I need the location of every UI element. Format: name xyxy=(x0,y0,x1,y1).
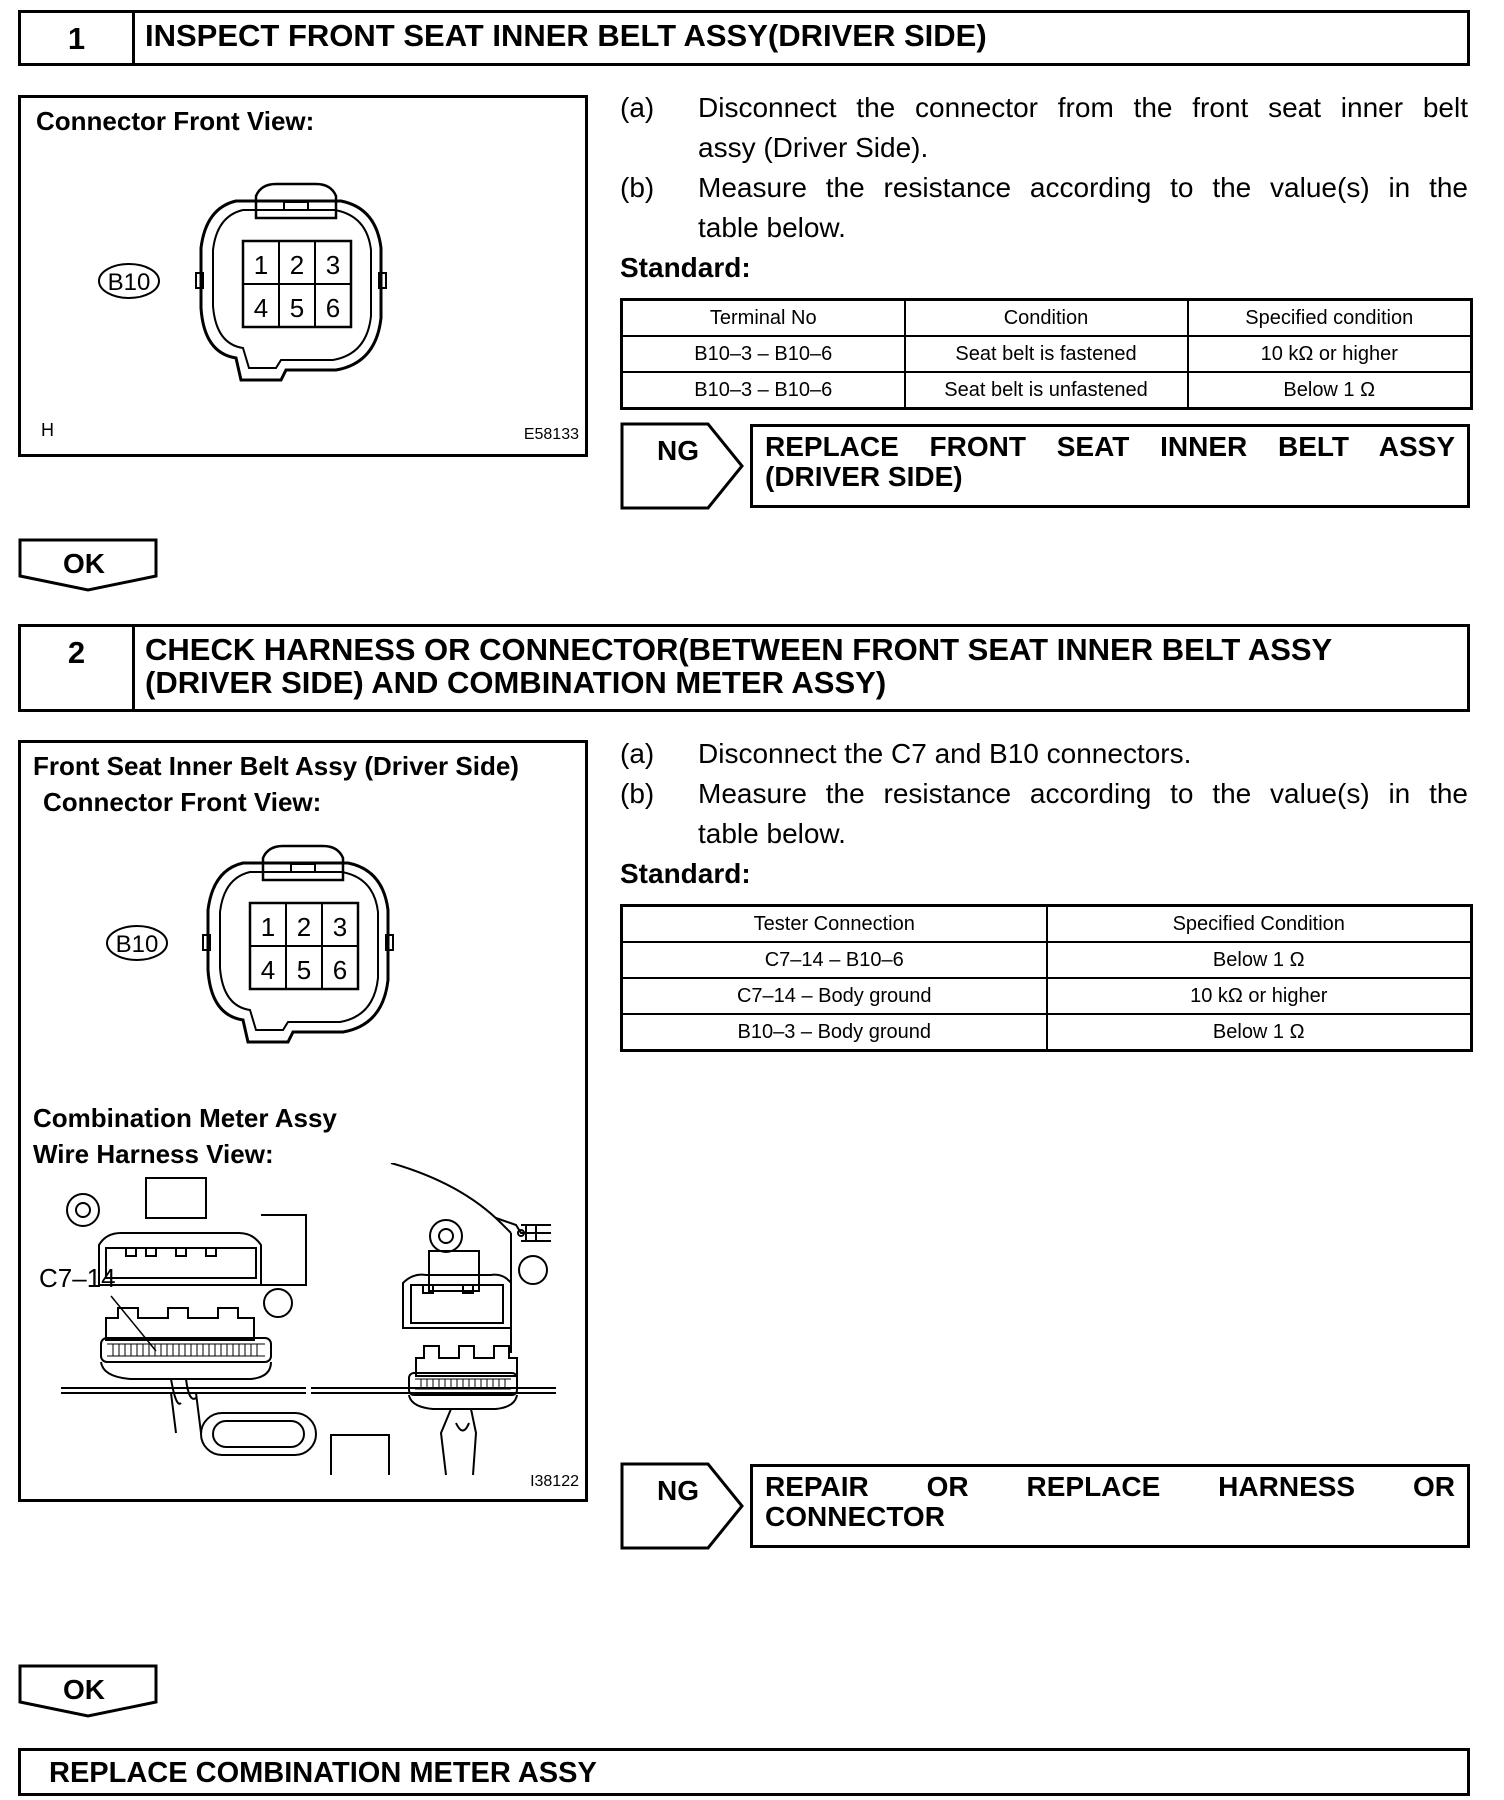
instruction-text: Measure the resistance according to the value(s) in the xyxy=(698,172,1468,203)
table-header: Specified condition xyxy=(1188,300,1472,337)
ok-arrow xyxy=(18,1664,160,1720)
ng-result-text: REPAIR OR REPLACE HARNESS OR xyxy=(765,1471,1455,1502)
connector-b10-diagram xyxy=(21,98,591,460)
instruction-a: (a) Disconnect the connector from the front seat inner belt assy (Driver Side). xyxy=(620,88,1470,168)
table-header: Specified Condition xyxy=(1047,906,1472,943)
step2-header xyxy=(18,624,1470,712)
figure-code: I38122 xyxy=(530,1473,579,1490)
ng-result-box: REPAIR OR REPLACE HARNESS OR CONNECTOR xyxy=(750,1464,1470,1548)
step1-header xyxy=(18,10,1470,66)
pin-6: 6 xyxy=(332,955,348,985)
table-header: Terminal No xyxy=(622,300,905,337)
table-cell: Seat belt is unfastened xyxy=(905,372,1188,409)
figure-sublabel-2: Wire Harness View: xyxy=(33,1139,274,1169)
ng-label: NG xyxy=(657,1475,699,1506)
table-cell: B10–3 – B10–6 xyxy=(622,372,905,409)
table-row xyxy=(622,942,1472,978)
ok-label: OK xyxy=(63,548,105,579)
ng-result-text: REPLACE FRONT SEAT INNER BELT ASSY xyxy=(765,431,1455,462)
table-cell: B10–3 – Body ground xyxy=(622,1014,1047,1051)
ok-arrow xyxy=(18,538,160,594)
table-header-row xyxy=(622,906,1472,943)
step-number: 2 xyxy=(21,627,135,709)
instruction-text: Measure the resistance according to the value(s) in the xyxy=(698,778,1468,809)
table-cell: 10 kΩ or higher xyxy=(1047,978,1472,1014)
table-header-row xyxy=(622,300,1472,337)
table-cell: B10–3 – B10–6 xyxy=(622,336,905,372)
table-cell: C7–14 – B10–6 xyxy=(622,942,1047,978)
spec-table xyxy=(620,298,1473,410)
pin-5: 5 xyxy=(289,293,305,323)
table-cell: C7–14 – Body ground xyxy=(622,978,1047,1014)
instruction-text: Disconnect the connector from the front seat inner belt xyxy=(698,92,1468,123)
final-step-title: REPLACE COMBINATION METER ASSY xyxy=(49,1757,597,1789)
step-number: 1 xyxy=(21,13,135,63)
pin-4: 4 xyxy=(253,293,269,323)
pin-5: 5 xyxy=(296,955,312,985)
table-row xyxy=(622,978,1472,1014)
pin-1: 1 xyxy=(253,250,269,280)
figure-label-2: Combination Meter Assy xyxy=(33,1103,337,1133)
step1-figure xyxy=(18,95,588,457)
wire-harness-diagram xyxy=(21,1163,591,1493)
step-title: CHECK HARNESS OR CONNECTOR(BETWEEN FRONT SEAT INNER BELT ASSY (DRIVER SIDE) AND COMBINATION METER ASSY) xyxy=(145,632,1333,700)
table-cell: 10 kΩ or higher xyxy=(1188,336,1472,372)
ng-arrow xyxy=(620,422,745,512)
figure-label: Connector Front View: xyxy=(36,106,315,136)
step-title: INSPECT FRONT SEAT INNER BELT ASSY(DRIVER SIDE) xyxy=(145,18,987,53)
instruction-b: (b) Measure the resistance according to the value(s) in the table below. xyxy=(620,168,1470,248)
ng-arrow xyxy=(620,1462,745,1552)
standard-label: Standard: xyxy=(620,858,751,889)
table-cell: Below 1 Ω xyxy=(1047,1014,1472,1051)
instruction-a: (a) Disconnect the C7 and B10 connectors. xyxy=(620,734,1470,774)
table-cell: Seat belt is fastened xyxy=(905,336,1188,372)
pin-3: 3 xyxy=(332,912,348,942)
pin-6: 6 xyxy=(325,293,341,323)
connector-id-label: B10 xyxy=(115,931,159,958)
table-row xyxy=(622,372,1472,409)
table-row xyxy=(622,336,1472,372)
corner-mark: H xyxy=(41,420,54,440)
table-header: Condition xyxy=(905,300,1188,337)
pin-3: 3 xyxy=(325,250,341,280)
table-cell: Below 1 Ω xyxy=(1188,372,1472,409)
table-header: Tester Connection xyxy=(622,906,1047,943)
instruction-text: Disconnect the C7 and B10 connectors. xyxy=(698,738,1192,769)
step2-figure xyxy=(18,740,588,1502)
figure-label: Front Seat Inner Belt Assy (Driver Side) xyxy=(33,751,519,781)
table-cell: Below 1 Ω xyxy=(1047,942,1472,978)
spec-table xyxy=(620,904,1473,1052)
table-row xyxy=(622,1014,1472,1051)
pin-4: 4 xyxy=(260,955,276,985)
pin-2: 2 xyxy=(296,912,312,942)
pin-1: 1 xyxy=(260,912,276,942)
ng-label: NG xyxy=(657,435,699,466)
ng-result-box: REPLACE FRONT SEAT INNER BELT ASSY (DRIVER SIDE) xyxy=(750,424,1470,508)
connector-id-label: B10 xyxy=(107,269,151,296)
figure-sublabel: Connector Front View: xyxy=(43,787,322,817)
final-step-box xyxy=(18,1748,1470,1796)
figure-code: E58133 xyxy=(523,426,579,443)
pin-2: 2 xyxy=(289,250,305,280)
standard-label: Standard: xyxy=(620,252,751,283)
callout-c7-14: C7–14 xyxy=(39,1263,116,1293)
ok-label: OK xyxy=(63,1674,105,1705)
instruction-b: (b) Measure the resistance according to the value(s) in the table below. xyxy=(620,774,1470,854)
